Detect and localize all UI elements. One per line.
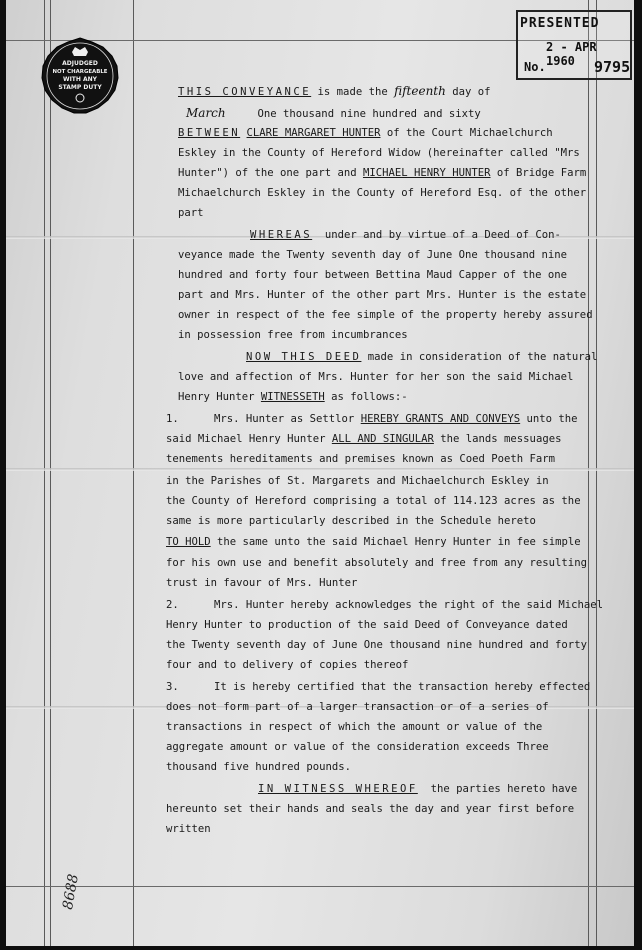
seal-text-3: WITH ANY xyxy=(62,76,98,83)
clause2-line-4: four and to delivery of copies thereof xyxy=(166,659,409,671)
clause3-line-3: transactions in respect of which the amount or value of the xyxy=(166,721,543,733)
margin-line-bottom xyxy=(6,886,634,887)
intro-line-1: THIS CONVEYANCE is made the fifteenth day of xyxy=(178,84,491,98)
deed-line-1: NOW THIS DEED made in consideration of the natural xyxy=(246,351,598,363)
clause3-line-5: thousand five hundred pounds. xyxy=(166,761,351,773)
clause3-line-1: It is hereby certified that the transaction hereby effected xyxy=(214,681,591,693)
clause2-line-1: Mrs. Hunter hereby acknowledges the right of the said Michael xyxy=(214,599,604,611)
clause3-line-2: does not form part of a larger transaction or of a series of xyxy=(166,701,549,713)
margin-line-left-text xyxy=(133,0,134,946)
presented-date: 2 - APR 1960 xyxy=(546,40,597,68)
deed-line-2: love and affection of Mrs. Hunter for her son the said Michael xyxy=(178,371,574,383)
fold-crease-middle xyxy=(6,468,634,471)
clause1-line-3: tenements hereditaments and premises known as Coed Poeth Farm xyxy=(166,453,556,465)
intro-line-2: March One thousand nine hundred and sixty xyxy=(186,106,481,120)
conveyance-title: THIS CONVEYANCE xyxy=(178,86,312,98)
clause1-line-4: in the Parishes of St. Margarets and Michaelchurch Eskley in xyxy=(166,475,549,487)
presented-stamp xyxy=(516,10,632,80)
whereas-line-2: veyance made the Twenty seventh day of June One thousand nine xyxy=(178,249,568,261)
clause1-line-5: the County of Hereford comprising a total of 114.123 acres as the xyxy=(166,495,581,507)
clause1-line-2: said Michael Henry Hunter ALL AND SINGULAR the lands messuages xyxy=(166,433,562,445)
clause1-number: 1. xyxy=(166,413,179,425)
witness-line-2: hereunto set their hands and seals the day and year first before xyxy=(166,803,575,815)
seal-text-2: NOT CHARGEABLE xyxy=(52,69,108,75)
intro-line-3: BETWEEN CLARE MARGARET HUNTER of the Court Michaelchurch xyxy=(178,127,553,139)
clause3-number: 3. xyxy=(166,681,179,693)
clause1-line-7: TO HOLD the same unto the said Michael Henry Hunter in fee simple xyxy=(166,536,581,548)
handwritten-day: fifteenth xyxy=(394,84,446,98)
clause3-line-4: aggregate amount or value of the consideration exceeds Three xyxy=(166,741,549,753)
to-hold-keyword: TO HOLD xyxy=(166,536,211,548)
whereas-line-4: part and Mrs. Hunter of the other part Mrs. Hunter is the estate xyxy=(178,289,587,301)
clause2-number: 2. xyxy=(166,599,179,611)
duty-seal-stamp xyxy=(40,36,120,116)
witness-line-1: IN WITNESS WHEREOF the parties hereto have xyxy=(258,783,578,795)
witnesseth-keyword: WITNESSETH xyxy=(260,391,325,403)
handwritten-month: March xyxy=(186,106,226,120)
clause1-line-8: for his own use and benefit absolutely and free from any resulting xyxy=(166,557,587,569)
whereas-line-5: owner in respect of the fee simple of the property hereby assured xyxy=(178,309,593,321)
witness-line-3: written xyxy=(166,823,211,835)
grants-keyword: HEREBY GRANTS AND CONVEYS xyxy=(360,413,521,425)
party1-name: CLARE MARGARET HUNTER xyxy=(246,127,381,139)
intro-line-7: part xyxy=(178,207,204,219)
seal-text-4: STAMP DUTY xyxy=(58,84,102,91)
whereas-line-3: hundred and forty four between Bettina Maud Capper of the one xyxy=(178,269,568,281)
margin-line-right-inner xyxy=(588,0,589,946)
intro-line-6: Michaelchurch Eskley in the County of Hereford Esq. of the other xyxy=(178,187,587,199)
clause2-line-3: the Twenty seventh day of June One thousand nine hundred and forty xyxy=(166,639,587,651)
clause1-line-9: trust in favour of Mrs. Hunter xyxy=(166,577,358,589)
party2-name: MICHAEL HENRY HUNTER xyxy=(362,167,491,179)
presented-no-label: No. xyxy=(524,60,546,74)
seal-text-1: ADJUDGED xyxy=(62,60,98,67)
intro-line-4: Eskley in the County of Hereford Widow (hereinafter called "Mrs xyxy=(178,147,580,159)
presented-title: PRESENTED xyxy=(520,16,600,31)
margin-handwritten-note: 8688 xyxy=(60,872,82,911)
margin-line-right-outer xyxy=(596,0,597,946)
between-keyword: BETWEEN xyxy=(178,127,241,139)
intro-line-5: Hunter") of the one part and MICHAEL HENRY HUNTER of Bridge Farm xyxy=(178,167,587,179)
whereas-line-1: WHEREAS under and by virtue of a Deed of Con- xyxy=(250,229,561,241)
clause1-line-1: Mrs. Hunter as Settlor HEREBY GRANTS AND CONVEYS unto the xyxy=(214,413,578,425)
now-this-deed-keyword: NOW THIS DEED xyxy=(246,351,362,363)
whereas-line-6: in possession free from incumbrances xyxy=(178,329,408,341)
margin-line-left-inner xyxy=(50,0,51,946)
clause1-line-6: same is more particularly described in the Schedule hereto xyxy=(166,515,536,527)
presented-number: 9795 xyxy=(594,58,631,76)
all-and-singular-keyword: ALL AND SINGULAR xyxy=(331,433,434,445)
margin-line-left-outer xyxy=(44,0,45,946)
deed-line-3: Henry Hunter WITNESSETH as follows:- xyxy=(178,391,408,403)
whereas-keyword: WHEREAS xyxy=(250,229,313,241)
clause2-line-2: Henry Hunter to production of the said Deed of Conveyance dated xyxy=(166,619,568,631)
document-sheet xyxy=(6,0,634,946)
in-witness-keyword: IN WITNESS WHEREOF xyxy=(258,783,418,795)
